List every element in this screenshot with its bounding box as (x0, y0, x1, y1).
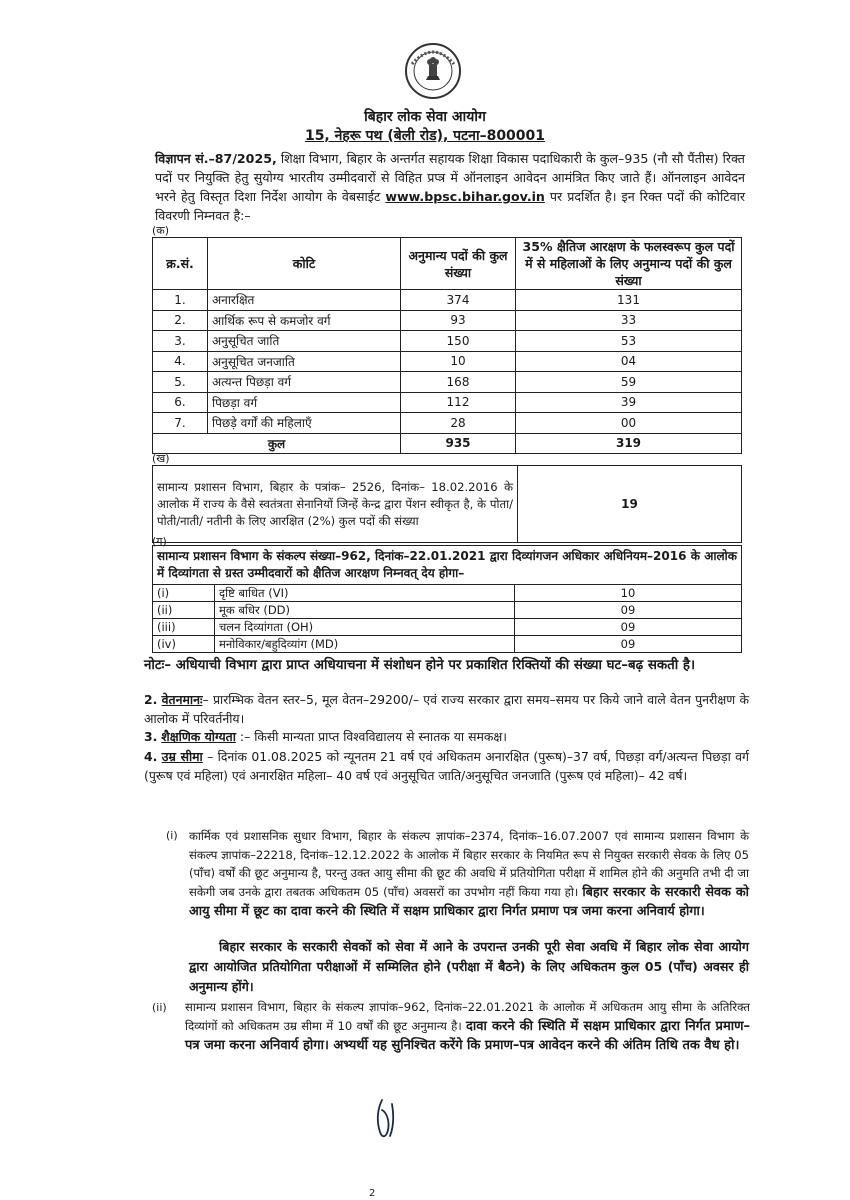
serial-cell: (i) (153, 585, 215, 602)
table-row (153, 392, 742, 413)
serial-cell: 3. (153, 331, 208, 352)
section-pay-scale (144, 690, 749, 728)
table-row (153, 413, 742, 434)
sub-i-number: (i) (166, 829, 178, 842)
category-cell: मूक बधिर (DD) (215, 602, 515, 619)
sub-i-bold-text: बिहार सरकार के सरकारी सेवक को आयु सीमा में छूट का दावा करने की स्थिति में सक्षम प्राधिकार द्वारा निर्गत प्रमाण पत्र जमा करना अनिवार्य होगा। (189, 884, 749, 919)
header-category: कोटि (208, 238, 401, 290)
note-paragraph: नोटः– अधियाची विभाग द्वारा प्राप्त अधियाचना में संशोधन होने पर प्रकाशित रिक्तियों की संख्या घट–बढ़ सकती है। (144, 658, 696, 673)
sub-ii-bold-text: दावा करने की स्थिति में सक्षम प्राधिकार द्वारा निर्गत प्रमाण–पत्र जमा करना अनिवार्य होगा। अभ्यर्थी यह सुनिश्चित करेंगे कि प्रमाण–पत्र आवेदन करने की अंतिम तिथि तक वैध हो। (185, 1019, 750, 1053)
total-women-cell: 319 (516, 433, 742, 454)
header-serial: क्र.सं. (153, 238, 208, 290)
category-cell: दृष्टि बाधित (VI) (215, 585, 515, 602)
website-link[interactable]: www.bpsc.bihar.gov.in (385, 189, 545, 204)
sub-i-paragraph (189, 827, 749, 922)
sub-ii-text: सामान्य प्रशासन विभाग, बिहार के संकल्प ज्ञापांक–962, दिनांक–22.01.2021 के आलोक में अधिकतम आयु सीमा के अतिरिक्त दिव्यांगों को अधिकतम उम्र सीमा में 10 वर्षों की छूट अनुमान्य है। (185, 1000, 750, 1033)
value-cell: 09 (515, 619, 742, 636)
table-header-row (153, 238, 742, 290)
women-cell: 00 (516, 413, 742, 434)
category-cell: पिछड़ा वर्ग (208, 392, 401, 413)
category-cell: अनुसूचित जनजाति (208, 351, 401, 372)
total-cell: 93 (401, 310, 516, 331)
table-title-row (153, 546, 742, 585)
value-cell: 10 (515, 585, 742, 602)
section-4-number: 4. (144, 749, 158, 764)
table-row (153, 331, 742, 352)
organization-name: बिहार लोक सेवा आयोग (364, 109, 486, 125)
table-row (153, 602, 742, 619)
women-cell: 53 (516, 331, 742, 352)
total-cell: 150 (401, 331, 516, 352)
table-row (153, 619, 742, 636)
category-cell: अनारक्षित (208, 290, 401, 311)
intro-paragraph (155, 149, 745, 225)
table-kha-label: (ख) (152, 452, 170, 465)
intro-text-1: शिक्षा विभाग, बिहार के अन्तर्गत सहायक शिक्षा विकास पदाधिकारी के कुल–935 (नौ सौ पैंतीस) रिक्त पदों पर नियुक्ति हेतु सुयोग्य भारतीय उम्मीदवारों से विहित प्रप्त्र में ऑनलाइन आवेदन आमंत्रित किए जाते हैं। ऑनलाइन आवेदन भरने हेतु विस्तृत दिशा निर्देश आयोग के वेबसाईट (155, 151, 745, 204)
women-cell: 39 (516, 392, 742, 413)
table-row (153, 636, 742, 653)
handwritten-signature-icon (368, 1094, 408, 1144)
serial-cell: 5. (153, 372, 208, 393)
table-row (153, 585, 742, 602)
total-cell: 374 (401, 290, 516, 311)
disability-reservation-table (152, 545, 742, 653)
vacancy-category-table (152, 237, 742, 454)
table-total-row (153, 433, 742, 454)
category-cell: अत्यन्त पिछड़ा वर्ग (208, 372, 401, 393)
pay-scale-text: – प्रारम्भिक वेतन स्तर–5, मूल वेतन–29200/– एवं राज्य सरकार द्वारा समय–समय पर किये जाने वाले वेतन पुनरीक्षण के आलोक में परिवर्तनीय। (144, 692, 749, 726)
value-cell: 09 (515, 636, 742, 653)
serial-cell: 6. (153, 392, 208, 413)
disability-table-title: सामान्य प्रशासन विभाग के संकल्प संख्या–962, दिनांक–22.01.2021 द्वारा दिव्यांगजन अधिकार अधिनियम–2016 के आलोक में दिव्यांगता से ग्रस्त उम्मीदवारों को क्षैतिज आरक्षण निम्नवत् देय होगा– (153, 546, 742, 585)
table-row (153, 310, 742, 331)
sub-i-text: कार्मिक एवं प्रशासनिक सुधार विभाग, बिहार के संकल्प ज्ञापांक–2374, दिनांक–16.07.2007 एवं सामान्य प्रशासन विभाग के संकल्प ज्ञापांक–22218, दिनांक–12.12.2022 के आलोक में बिहार सरकार के नियमित रूप से नियुक्त सरकारी सेवक के लिए 05 (पाँच) वर्षों की छूट अनुमान्य है, परन्तु उक्त आयु सीमा की छूट की अवधि में प्रतियोगिता परीक्षा में शामिल होने की अनुमति तभी दी जा सकेगी जब उनके द्वारा तबतक अधिकतम 05 (पाँच) अवसरों का उपभोग नहीं किया गया हो। (189, 829, 749, 899)
intro-text-2: पर प्रदर्शित है। इन रिक्त पदों की कोटिवार विवरणी निम्नवत है:– (155, 189, 745, 223)
sub-ii-number: (ii) (152, 1001, 167, 1014)
section-2-number: 2. (144, 692, 158, 707)
serial-cell: 7. (153, 413, 208, 434)
serial-cell: 1. (153, 290, 208, 311)
serial-cell: 2. (153, 310, 208, 331)
total-cell: 10 (401, 351, 516, 372)
bpsc-seal-emblem-icon (404, 42, 462, 100)
serial-cell: (iii) (153, 619, 215, 636)
women-cell: 33 (516, 310, 742, 331)
total-cell: 168 (401, 372, 516, 393)
serial-cell: (iv) (153, 636, 215, 653)
serial-cell: 4. (153, 351, 208, 372)
age-limit-text: – दिनांक 01.08.2025 को न्यूनतम 21 वर्ष एवं अधिकतम अनारक्षित (पुरूष)–37 वर्ष, पिछड़ा वर्ग/अत्यन्त पिछड़ा वर्ग (पुरूष एवं महिला) एवं अनारक्षित महिला– 40 वर्ष एवं अनुसूचित जाति/अनुसूचित जनजाति (पुरूष एवं महिला)– 42 वर्ष। (144, 749, 749, 783)
freedom-fighter-table (152, 465, 742, 543)
pay-scale-heading: वेतनमानः (161, 692, 203, 707)
serial-cell: (ii) (153, 602, 215, 619)
page-number: 2 (369, 1188, 376, 1199)
women-cell: 04 (516, 351, 742, 372)
section-education (144, 727, 749, 746)
organization-address: 15, नेहरू पथ (बेली रोड), पटना–800001 (304, 128, 546, 144)
table-row (153, 290, 742, 311)
header-women-posts: 35% क्षैतिज आरक्षण के फलस्वरूप कुल पदों में से महिलाओं के लिए अनुमान्य पदों की कुल संख्या (516, 238, 742, 290)
table-row (153, 372, 742, 393)
section-age-limit (144, 747, 749, 785)
category-cell: पिछड़े वर्गों की महिलाएँ (208, 413, 401, 434)
women-cell: 59 (516, 372, 742, 393)
freedom-fighter-value: 19 (518, 466, 742, 543)
total-label-cell: कुल (153, 433, 401, 454)
table-row (153, 351, 742, 372)
sub-ii-paragraph (185, 998, 750, 1055)
age-limit-heading: उम्र सीमा (161, 749, 203, 764)
header-total-posts: अनुमान्य पदों की कुल संख्या (401, 238, 516, 290)
category-cell: अनुसूचित जाति (208, 331, 401, 352)
freedom-fighter-text: सामान्य प्रशासन विभाग, बिहार के पत्रांक– 2526, दिनांक– 18.02.2016 के आलोक में राज्य के वैसे स्वतंत्रता सेनानियों जिन्हें केन्द्र द्वारा पेंशन स्वीकृत है, के पोता/पोती/नाती/ नतीनी के लिए आरक्षित (2%) कुल पदों की संख्या (153, 466, 518, 543)
sub-i-second-paragraph: बिहार सरकार के सरकारी सेवकों को सेवा में आने के उपरान्त उनकी पूरी सेवा अवधि में बिहार लोक सेवा आयोग द्वारा आयोजित प्रतियोगिता परीक्षाओं में सम्मिलित होने (परीक्षा में बैठने) के लिए अधिकतम कुल 05 (पाँच) अवसर ही अनुमान्य होंगे। (189, 939, 749, 994)
category-cell: आर्थिक रूप से कमजोर वर्ग (208, 310, 401, 331)
total-value-cell: 935 (401, 433, 516, 454)
advertisement-number: विज्ञापन सं.–87/2025, (155, 151, 277, 166)
education-heading: शैक्षणिक योग्यता (161, 729, 236, 744)
table-ka-label: (क) (152, 224, 170, 237)
value-cell: 09 (515, 602, 742, 619)
category-cell: मनोविकार/बहुदिव्यांग (MD) (215, 636, 515, 653)
table-row (153, 466, 742, 543)
section-3-number: 3. (144, 729, 158, 744)
total-cell: 112 (401, 392, 516, 413)
table-ga-label: (ग) (152, 535, 167, 548)
education-text: :– किसी मान्यता प्राप्त विश्वविद्यालय से स्नातक या समकक्ष। (235, 729, 507, 744)
total-cell: 28 (401, 413, 516, 434)
women-cell: 131 (516, 290, 742, 311)
category-cell: चलन दिव्यांगता (OH) (215, 619, 515, 636)
